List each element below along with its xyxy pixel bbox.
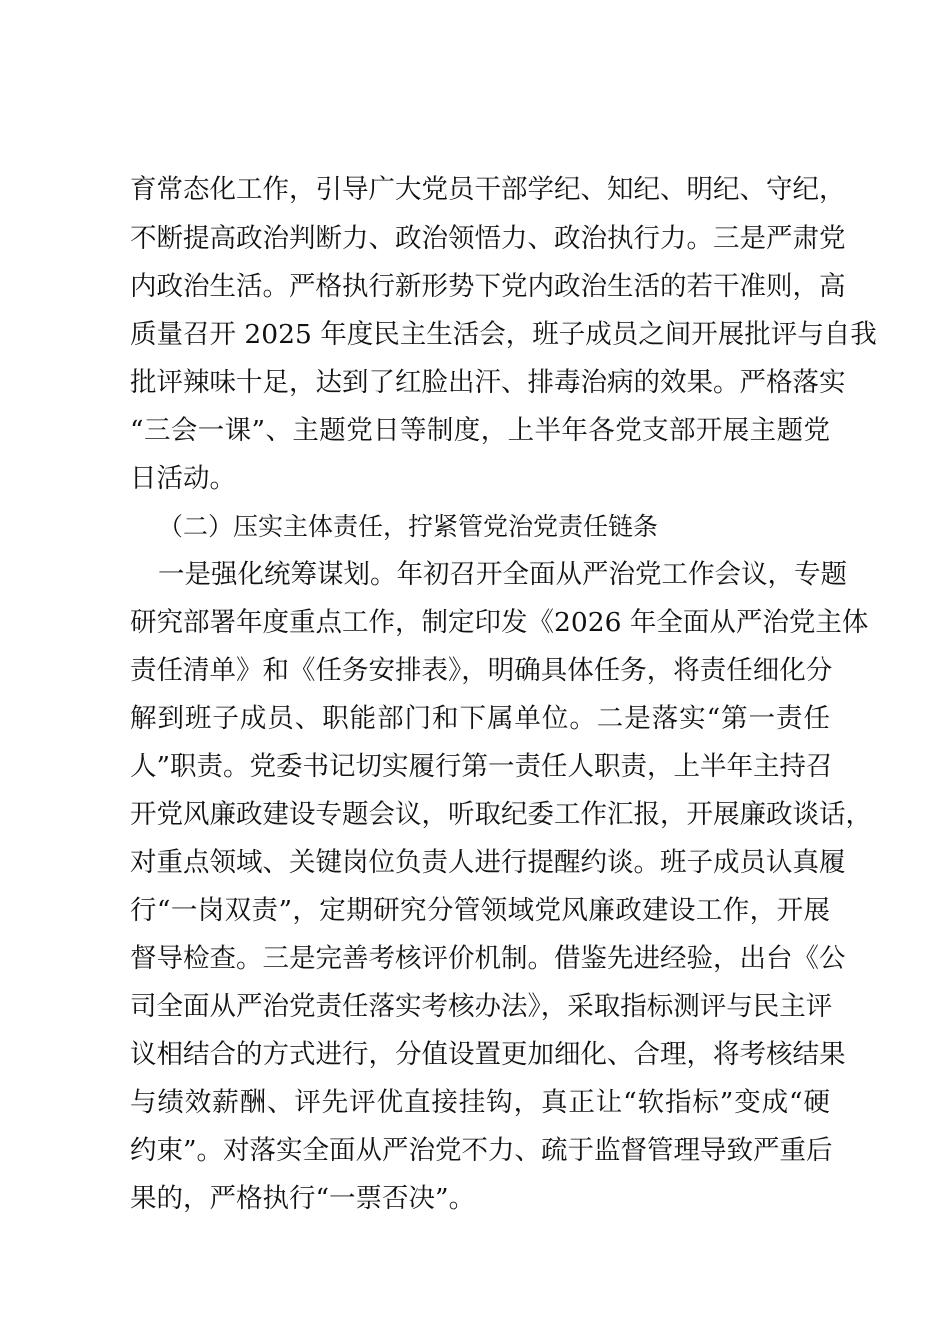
body-text-line: 一是强化统筹谋划。年初召开全面从严治党工作会议，专题 <box>158 559 847 590</box>
body-text-line: “三会一课”、主题党日等制度，上半年各党支部开展主题党 <box>130 415 830 446</box>
body-text-line: 责任清单》和《任务安排表》，明确具体任务，将责任细化分 <box>130 655 833 686</box>
body-text-line: 与绩效薪酬、评先评优直接挂钩，真正让“软指标”变成“硬 <box>130 1087 830 1118</box>
body-text-line: 育常态化工作，引导广大党员干部学纪、知纪、明纪、守纪， <box>130 174 846 205</box>
body-text-line: 研究部署年度重点工作，制定印发《2026 年全面从严治党主体 <box>130 607 869 638</box>
body-text-line: 解到班子成员、职能部门和下属单位。二是落实“第一责任 <box>130 703 830 734</box>
body-text-line: 果的，严格执行“一票否决”。 <box>130 1183 476 1214</box>
body-text-line: 约束”。对落实全面从严治党不力、疏于监督管理导致严重后 <box>130 1135 833 1166</box>
body-text-line: 议相结合的方式进行，分值设置更加细化、合理，将考核结果 <box>130 1039 846 1070</box>
body-text-line: 开党风廉政建设专题会议，听取纪委工作汇报，开展廉政谈话， <box>130 799 872 830</box>
section-heading: （二）压实主体责任，拧紧管党治党责任链条 <box>158 512 659 541</box>
body-text-line: 内政治生活。严格执行新形势下党内政治生活的若干准则，高 <box>130 271 846 302</box>
body-text-line: 对重点领域、关键岗位负责人进行提醒约谈。班子成员认真履 <box>130 847 846 878</box>
body-text-line: 批评辣味十足，达到了红脸出汗、排毒治病的效果。严格落实 <box>130 367 846 398</box>
body-text-line: 不断提高政治判断力、政治领悟力、政治执行力。三是严肃党 <box>130 223 846 254</box>
body-text-line: 日活动。 <box>130 463 236 494</box>
body-text-line: 行“一岗双责”，定期研究分管领域党风廉政建设工作，开展 <box>130 895 830 926</box>
body-text-line: 督导检查。三是完善考核评价机制。借鉴先进经验，出台《公 <box>130 943 846 974</box>
body-text-line: 人”职责。党委书记切实履行第一责任人职责，上半年主持召 <box>130 751 833 782</box>
body-text-line: 司全面从严治党责任落实考核办法》，采取指标测评与民主评 <box>130 991 833 1022</box>
body-text-line: 质量召开 2025 年度民主生活会，班子成员之间开展批评与自我 <box>130 319 877 350</box>
